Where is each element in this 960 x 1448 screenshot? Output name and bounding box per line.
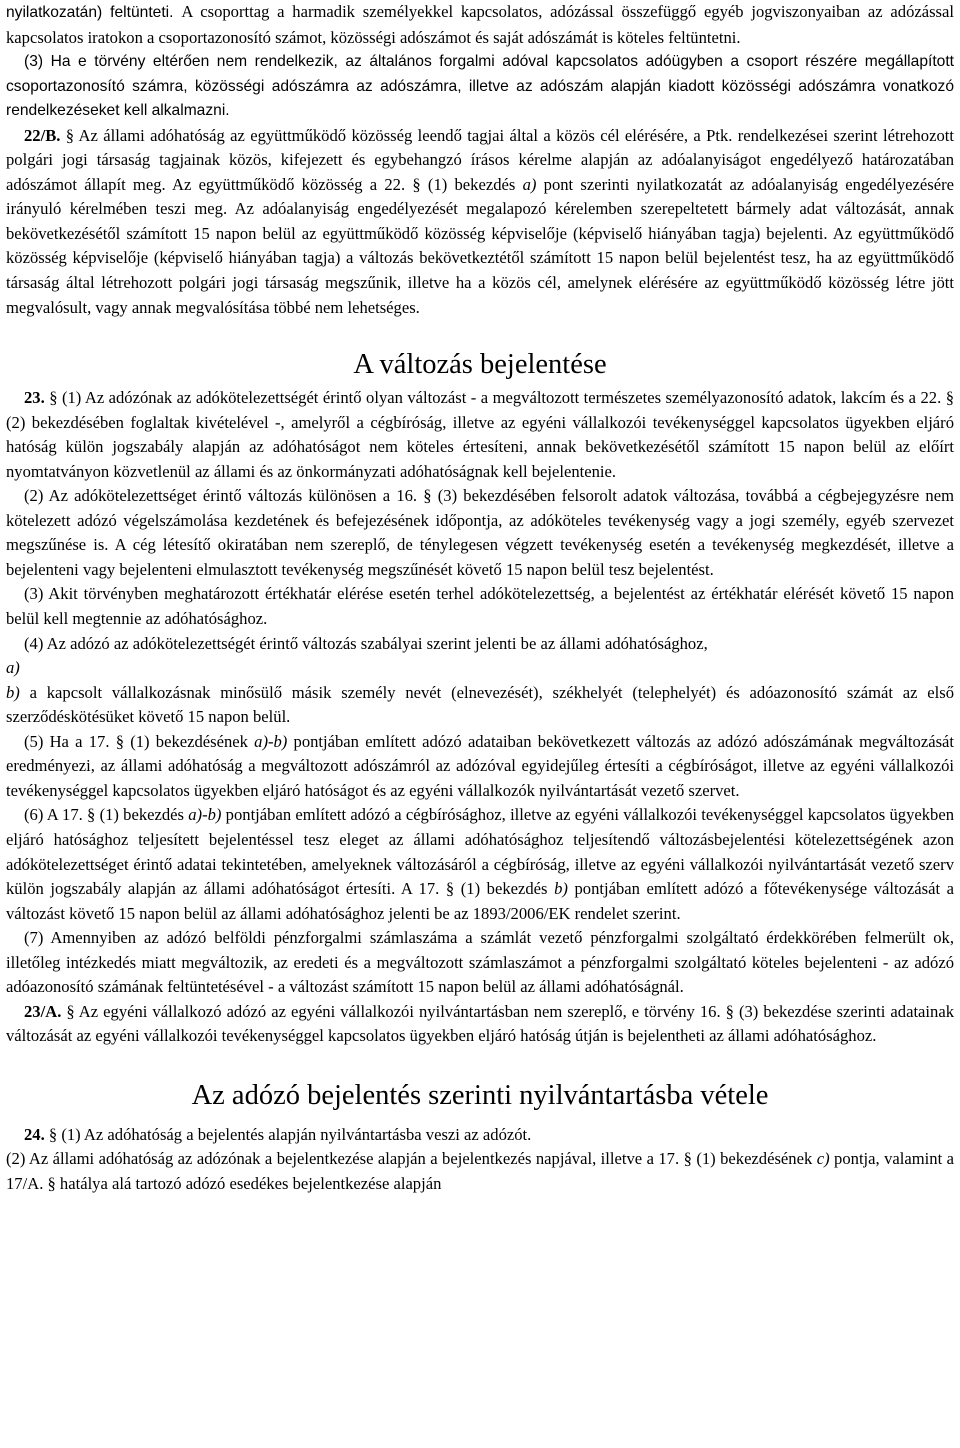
section-23-7: (7) Amennyiben az adózó belföldi pénzforgalmi számlaszáma a számlát vezető pénzforgalmi szolgáltató érdekkörében felmerült ok, illetőleg intézkedés miatt megváltozik, az eredeti és a megváltozott számlaszámot a pénzforgalmi szolgáltató köteles bejelenteni - az adózó adóazonosító számának feltüntetésével - a változást számított 15 napon belül az állami adóhatóságnál.	[6, 928, 954, 997]
section-number: 22/B.	[24, 125, 61, 145]
section-italic: c)	[816, 1149, 830, 1169]
section-number: 23.	[24, 388, 45, 408]
heading-valtozas-bejelentese: A változás bejelentése	[353, 349, 607, 381]
paragraph-3: (3) Ha e törvény eltérően nem rendelkezik, az általános forgalmi adóval kapcsolatos adóügyben a csoport részére megállapított csoportazonosító számra, közösségi adószámra az adószámra, illetve az adószám alapján kiadott közösségi adószámra vonatkozó rendelkezéseket kell alkalmazni.	[6, 53, 954, 120]
section-number: 23/A.	[24, 1001, 62, 1021]
section-text: pontjában említett adózó a cégbírósághoz, illetve az egyéni vállalkozói tevékenységgel kapcsolatos ügyekben eljáró hatósághoz teljesített bejelentéssel tesz eleget az állami adóhatósághoz teljesítendő változásbejelentési kötelezettségének azon adókötelezettséget érintő adatai tekintetében, amelyeknek változásáról a cégbíróság, illetve az egyéni vállalkozói nyilvántartását vezető szerv külön jogszabály alapján az állami adóhatóságot értesíti. A 17. § (1) bekezdés	[6, 805, 954, 899]
section-text: (2) Az állami adóhatóság az adózónak a bejelentkezése alapján a bejelentkezés napjával, illetve a 17. § (1) bekezdésének	[6, 1149, 817, 1169]
section-text: pontjában említett adózó a főtevékenysége változását a változást követő 15 napon belül az állami adóhatósághoz jelenti be az 1893/2006/EK rendelet szerint.	[6, 879, 955, 923]
section-24-1	[6, 1123, 954, 1148]
section-23-5	[6, 730, 954, 804]
section-23-6	[6, 803, 954, 926]
section-23-4: (4) Az adózó az adókötelezettségét érintő változás szabályai szerint jelenti be az állami adóhatósághoz,	[24, 633, 708, 653]
section-italic: b)	[554, 879, 568, 899]
section-text: § (1) Az adózónak az adókötelezettségét érintő olyan változást - a megváltozott természetes személyazonosító adatok, lakcím és a 22. § (2) bekezdésében foglaltak kivételével -, amelyről a cégbíróság, illetve az egyéni vállalkozói tevékenységgel kapcsolatos ügyekben eljáró hatóság külön jogszabály alapján az adóhatóságot nem köteles értesíteni, annak bekövetkezésétől számított 15 napon belül az előírt nyomtatványon közvetlenül az állami és az önkormányzati adóhatóságnak kell bejelentenie.	[6, 388, 954, 481]
section-22B	[6, 124, 954, 320]
section-text: pont szerinti nyilatkozatát az adóalanyiság engedélyezésére irányuló kérelmében teszi meg. Az adóalanyiság engedélyezését megalapozó kérelemben szerepeltetett bármely adat változását, annak bekövetkezésétől számított 15 napon belül az együttműködő közösség képviselője (képviselő hiányában tagja) bejelenti. Az együttműködő közösség képviselője (képviselő hiányában tagja) a változás bekövetkeztétől számított 15 napon belül bejelentést tesz, ha az együttműködő társaság által létrehozott polgári jogi társaság megszűnik, illetve ha a közös cél, amelynek elérésére az együttműködő közösség létre jött megvalósult, vagy annak megvalósítása többé nem lehetséges.	[6, 174, 954, 317]
point-label: a)	[6, 658, 20, 678]
section-23-4-a	[6, 656, 954, 681]
section-text: pontjában említett adózó adataiban bekövetkezett változás az adózó adószámának megváltozását eredményezi, az állami adóhatóság a megváltozott adószámról az adózóval egyidejűleg értesíti a cégbíróságot, illetve az egyéni vállalkozói tevékenységgel kapcsolatos ügyekben eljáró hatóságot és az egyéni vállalkozók nyilvántartását vezető szervet.	[6, 731, 954, 800]
section-italic: a)-b)	[188, 805, 222, 825]
paragraph-csoporttag	[6, 0, 954, 50]
section-23-3: (3) Akit törvényben meghatározott értékhatár elérése esetén terhel adókötelezettség, a bejelentést az értékhatár elérését követő 15 napon belül kell megtennie az adóhatósághoz.	[6, 584, 954, 629]
paragraph-fragment: A csoporttag a harmadik személyekkel kapcsolatos, adózással összefüggő egyéb jogviszonyaiban az adózással kapcsolatos iratokon a csoportazonosító számot, közösségi adószámot és saját adószámát is köteles feltüntetni.	[6, 2, 954, 47]
section-text: § Az állami adóhatóság az együttműködő közösség leendő tagjai által a közös cél elérésére, a Ptk. rendelkezései szerint létrehozott polgári jogi társaság tagjainak közös, kifejezett és egybehangzó írásos kérelme alapján az adóalanyiságot engedélyező határozatában adószámot állapít meg. Az együttműködő közösség a 22. § (1) bekezdés	[6, 125, 954, 194]
section-24-2	[6, 1147, 954, 1196]
section-text: (5) Ha a 17. § (1) bekezdésének	[24, 731, 255, 751]
section-number: 24.	[24, 1124, 45, 1144]
heading-nyilvantartasba-vetele: Az adózó bejelentés szerinti nyilvántartásba vétele	[191, 1079, 769, 1111]
section-text: § (1) Az adóhatóság a bejelentés alapján nyilvántartásba veszi az adózót.	[44, 1124, 532, 1144]
section-italic: a)	[522, 174, 537, 194]
section-text: (6) A 17. § (1) bekezdés	[24, 805, 189, 825]
section-text: § Az egyéni vállalkozó adózó az egyéni vállalkozói nyilvántartásban nem szereplő, e törvény 16. § (3) bekezdése szerinti adatainak változását az egyéni vállalkozói tevékenységgel kapcsolatos ügyekben eljáró hatóság útján is bejelentheti az állami adóhatósághoz.	[6, 1001, 954, 1046]
section-italic: a)-b)	[254, 731, 288, 751]
document-page	[6, 0, 954, 1197]
paragraph-fragment: nyilatkozatán) feltünteti.	[6, 4, 182, 21]
section-23-4-b	[6, 681, 954, 730]
point-label: b)	[6, 682, 20, 702]
section-23-2: (2) Az adókötelezettséget érintő változás különösen a 16. § (3) bekezdésében felsorolt adatok változása, továbbá a cégbejegyzésre nem kötelezett adózó végelszámolása kezdetének és befejezésének időpontja, az adóköteles tevékenység vagy a jogi személy, egyéb szervezet megszűnése is. A cég létesítő okiratában nem szereplő, de ténylegesen végzett tevékenység esetén a tevékenység megkezdését, illetve a bejelenteni vagy bejelenteni elmulasztott tevékenység megszűnését követő 15 napon belül tesz bejelentést.	[6, 486, 954, 579]
section-23-1	[6, 386, 954, 484]
section-23A	[6, 1000, 954, 1049]
section-text: pontja, valamint a 17/A. § hatálya alá tartozó adózó esedékes bejelentkezése alapján	[6, 1149, 954, 1193]
point-text: a kapcsolt vállalkozásnak minősülő másik személy nevét (elnevezését), székhelyét (telephelyét) és adóazonosító számát az első szerződéskötésüket követő 15 napon belül.	[6, 682, 954, 727]
